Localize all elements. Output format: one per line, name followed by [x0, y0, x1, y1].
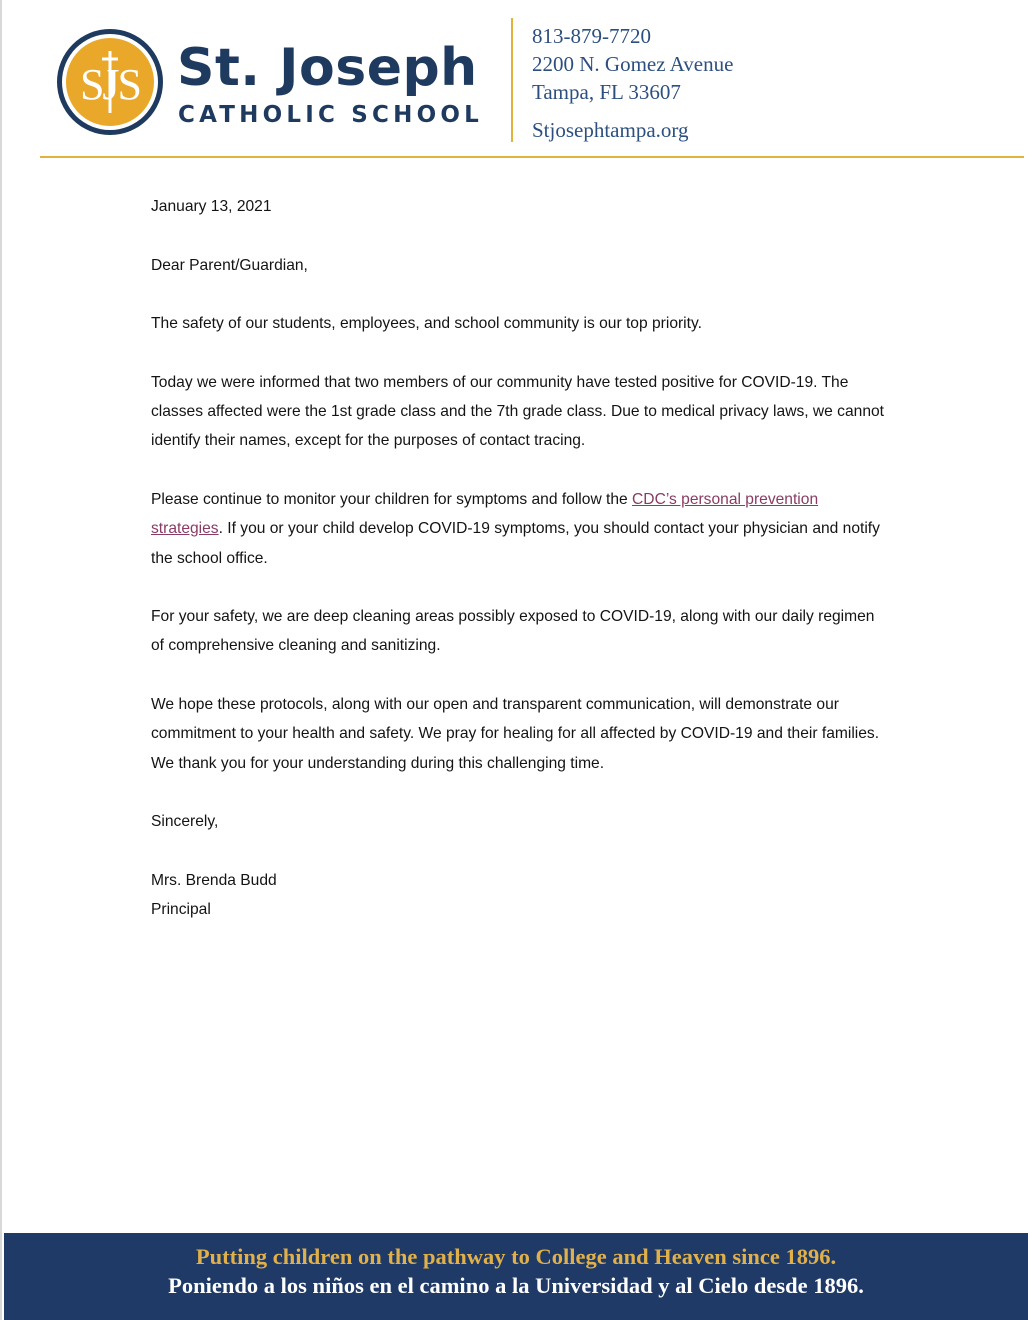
paragraph-notification: Today we were informed that two members of our community have tested positive for COVID-19. The classes affected were the 1st grade class and the 7th grade class. Due to medical privacy laws, we cannot identify their names, except for the purposes of contact tracing.	[151, 373, 885, 450]
website-link[interactable]: Stjosephtampa.org	[532, 118, 689, 142]
cdc-strategies-link[interactable]: CDC’s personal prevention strategies	[151, 490, 819, 538]
phone-number: 813-879-7720	[532, 24, 651, 48]
signer-name: Mrs. Brenda Budd	[151, 871, 277, 889]
paragraph-cleaning: For your safety, we are deep cleaning areas possibly exposed to COVID-19, along with our daily regimen of comprehensive cleaning and sanitizing.	[151, 608, 875, 655]
monitoring-text-start: Please continue to monitor your children for symptoms and follow the	[151, 490, 633, 508]
monitoring-text-end: . If you or your child develop COVID-19 symptoms, you should contact your physician and notify the school office.	[151, 520, 880, 567]
contact-block	[532, 22, 733, 144]
svg-text:SJS: SJS	[79, 60, 141, 109]
school-logo	[55, 27, 165, 137]
paragraph-monitoring	[151, 485, 891, 573]
school-name: St. Joseph	[177, 38, 478, 98]
letter-date: January 13, 2021	[151, 198, 272, 215]
header-rule	[40, 156, 1024, 158]
page-edge	[0, 0, 2, 1320]
paragraph-commitment: We hope these protocols, along with our open and transparent communication, will demonstrate our commitment to your health and safety. We pray for healing for all affected by COVID-19 and their families. We thank you for your understanding during this challenging time.	[151, 696, 880, 772]
letter-body	[151, 192, 891, 924]
paragraph-priority: The safety of our students, employees, and school community is our top priority.	[151, 315, 702, 333]
motto-english: Putting children on the pathway to College and Heaven since 1896.	[195, 1244, 837, 1269]
header-divider	[511, 18, 513, 142]
closing: Sincerely,	[151, 813, 219, 831]
footer-banner	[4, 1233, 1028, 1320]
salutation: Dear Parent/Guardian,	[151, 256, 308, 274]
address-line-2: Tampa, FL 33607	[532, 80, 681, 104]
school-subtitle: CATHOLIC SCHOOL	[178, 102, 483, 128]
sjs-seal-icon	[55, 27, 165, 137]
address-line-1: 2200 N. Gomez Avenue	[532, 52, 734, 76]
motto-spanish: Poniendo a los niños en el camino a la Universidad y al Cielo desde 1896.	[168, 1273, 864, 1298]
signer-title: Principal	[151, 901, 211, 919]
